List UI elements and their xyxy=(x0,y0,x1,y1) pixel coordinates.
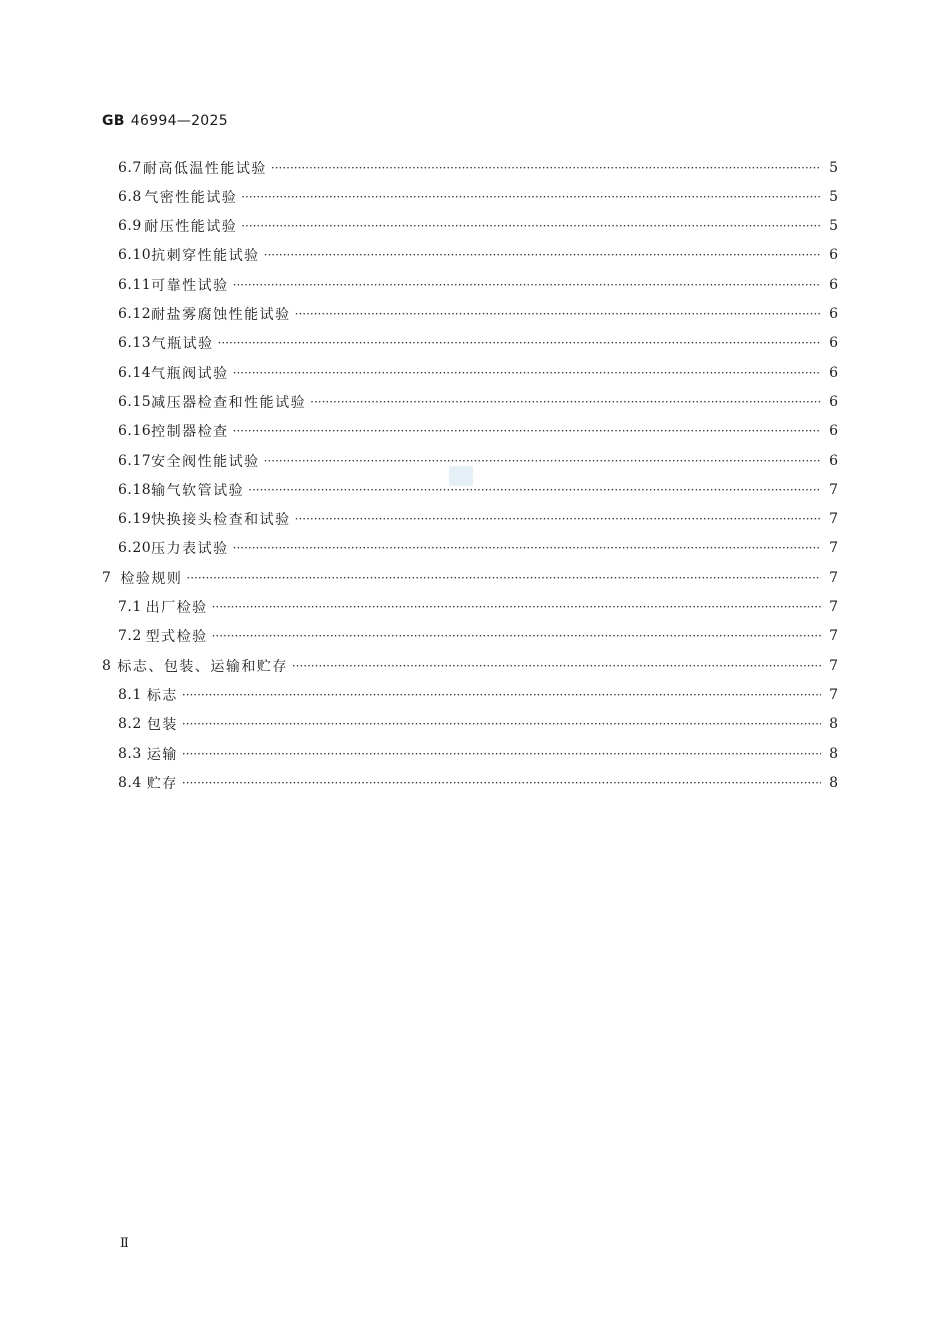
toc-entry-page: 6 xyxy=(829,364,838,381)
toc-entry-title: 耐高低温性能试验 xyxy=(142,160,267,177)
toc-entry-number: 6.12 xyxy=(118,306,152,322)
standard-number: 46994—2025 xyxy=(130,113,228,129)
toc-entry-number: 8.4 xyxy=(118,774,142,791)
toc-entry-page: 6 xyxy=(829,452,838,469)
toc-entry-number: 6.17 xyxy=(118,452,152,469)
toc-entry-page: 7 xyxy=(829,481,838,498)
toc-leader-dots xyxy=(182,747,821,761)
toc-leader-dots xyxy=(212,600,822,614)
toc-leader-dots xyxy=(295,512,821,526)
toc-entry-title: 输气软管试验 xyxy=(151,482,245,499)
toc-entry-number: 7.2 xyxy=(118,628,142,645)
toc-entry-title: 耐盐雾腐蚀性能试验 xyxy=(151,307,291,323)
toc-entry-number: 6.7 xyxy=(118,159,142,176)
toc-entry-page: 6 xyxy=(829,423,838,440)
toc-entry[interactable] xyxy=(118,446,838,475)
toc-entry-number: 7 xyxy=(102,569,112,586)
toc-leader-dots xyxy=(292,659,821,673)
toc-entry[interactable] xyxy=(102,651,838,680)
toc-entry-title: 型式检验 xyxy=(145,629,208,646)
toc-entry[interactable] xyxy=(118,300,838,329)
toc-entry-number: 6.10 xyxy=(118,247,152,264)
toc-entry-title: 运输 xyxy=(146,746,178,763)
toc-entry[interactable] xyxy=(118,387,838,416)
toc-leader-dots xyxy=(233,424,821,438)
page-number: Ⅱ xyxy=(120,1236,129,1251)
toc-entry-title: 减压器检查和性能试验 xyxy=(151,394,307,411)
toc-entry-page: 6 xyxy=(829,247,838,264)
toc-leader-dots xyxy=(248,483,821,497)
toc-entry-number: 6.20 xyxy=(118,540,152,557)
toc-entry-title: 出厂检验 xyxy=(145,600,208,616)
toc-leader-dots xyxy=(310,395,821,409)
toc-entry[interactable] xyxy=(118,593,838,622)
toc-entry[interactable] xyxy=(118,270,838,299)
toc-entry-number: 6.9 xyxy=(118,218,142,235)
toc-entry-title: 检验规则 xyxy=(120,570,183,587)
toc-entry[interactable] xyxy=(102,563,838,592)
toc-leader-dots xyxy=(233,541,821,555)
toc-leader-dots xyxy=(264,248,821,262)
toc-leader-dots xyxy=(241,190,821,204)
toc-entry-page: 5 xyxy=(829,218,838,235)
toc-entry-title: 耐压性能试验 xyxy=(144,219,238,236)
toc-entry[interactable] xyxy=(118,505,838,534)
toc-entry-page: 8 xyxy=(829,716,838,733)
toc-entry[interactable] xyxy=(118,622,838,651)
toc-entry-page: 7 xyxy=(829,657,838,674)
toc-entry[interactable] xyxy=(118,153,838,182)
toc-entry-page: 8 xyxy=(829,745,838,762)
toc-entry[interactable] xyxy=(118,358,838,387)
toc-entry-number: 6.18 xyxy=(118,481,152,498)
toc-entry-page: 5 xyxy=(829,159,838,176)
toc-entry-page: 7 xyxy=(829,599,838,615)
toc-leader-dots xyxy=(271,161,821,175)
toc-entry-page: 6 xyxy=(829,276,838,293)
toc-leader-dots xyxy=(241,219,821,233)
toc-leader-dots xyxy=(264,454,821,468)
toc-entry-title: 可靠性试验 xyxy=(151,277,229,294)
toc-entry-number: 6.13 xyxy=(118,335,152,352)
toc-entry-number: 8.3 xyxy=(118,745,142,762)
toc-entry[interactable] xyxy=(118,241,838,270)
toc-entry[interactable] xyxy=(118,534,838,563)
toc-entry[interactable] xyxy=(118,739,838,768)
toc-entry[interactable] xyxy=(118,710,838,739)
toc-leader-dots xyxy=(182,776,821,790)
document-header xyxy=(102,113,228,129)
toc-leader-dots xyxy=(233,366,821,380)
toc-entry[interactable] xyxy=(118,212,838,241)
toc-entry-number: 7.1 xyxy=(118,599,142,615)
toc-entry[interactable] xyxy=(118,329,838,358)
toc-entry-page: 6 xyxy=(829,306,838,322)
toc-entry-title: 安全阀性能试验 xyxy=(151,453,260,470)
toc-leader-dots xyxy=(218,336,821,350)
toc-entry-title: 控制器检查 xyxy=(151,424,229,441)
toc-entry-number: 6.14 xyxy=(118,364,152,381)
toc-entry-number: 6.8 xyxy=(118,188,142,205)
standard-code: GB xyxy=(102,113,125,129)
toc-entry-title: 包装 xyxy=(146,717,178,734)
toc-entry-page: 7 xyxy=(829,569,838,586)
toc-entry-title: 标志 xyxy=(146,687,178,704)
toc-leader-dots xyxy=(182,688,821,702)
toc-entry-number: 8.2 xyxy=(118,716,142,733)
toc-entry-page: 8 xyxy=(829,774,838,791)
toc-entry-page: 6 xyxy=(829,335,838,352)
toc-leader-dots xyxy=(233,278,821,292)
toc-entry-page: 7 xyxy=(829,511,838,528)
toc-leader-dots xyxy=(186,571,821,585)
toc-entry-number: 6.11 xyxy=(118,276,152,293)
toc-entry-page: 6 xyxy=(829,393,838,410)
toc-entry-page: 7 xyxy=(829,540,838,557)
toc-entry[interactable] xyxy=(118,182,838,211)
toc-entry-page: 7 xyxy=(829,686,838,703)
toc-entry-title: 贮存 xyxy=(146,775,178,792)
toc-entry-number: 6.16 xyxy=(118,423,152,440)
toc-entry-title: 压力表试验 xyxy=(151,541,229,558)
toc-entry[interactable] xyxy=(118,768,838,797)
toc-entry[interactable] xyxy=(118,475,838,504)
toc-entry-title: 气密性能试验 xyxy=(144,189,238,206)
toc-entry-title: 气瓶试验 xyxy=(151,336,214,353)
toc-entry-page: 5 xyxy=(829,188,838,205)
toc-entry-number: 8.1 xyxy=(118,686,142,703)
toc-entry-title: 气瓶阀试验 xyxy=(151,365,229,382)
toc-leader-dots xyxy=(182,717,821,731)
toc-entry-title: 快换接头检查和试验 xyxy=(151,512,291,529)
toc-leader-dots xyxy=(295,307,821,321)
toc-entry-number: 6.15 xyxy=(118,393,152,410)
toc-entry-title: 抗刺穿性能试验 xyxy=(151,248,260,265)
toc-entry-number: 6.19 xyxy=(118,511,152,528)
toc-entry[interactable] xyxy=(118,417,838,446)
toc-entry-number: 8 xyxy=(102,657,112,674)
toc-entry-page: 7 xyxy=(829,628,838,645)
toc-entry[interactable] xyxy=(118,680,838,709)
toc-leader-dots xyxy=(212,629,822,643)
toc-entry-title: 标志、包装、运输和贮存 xyxy=(117,658,288,675)
